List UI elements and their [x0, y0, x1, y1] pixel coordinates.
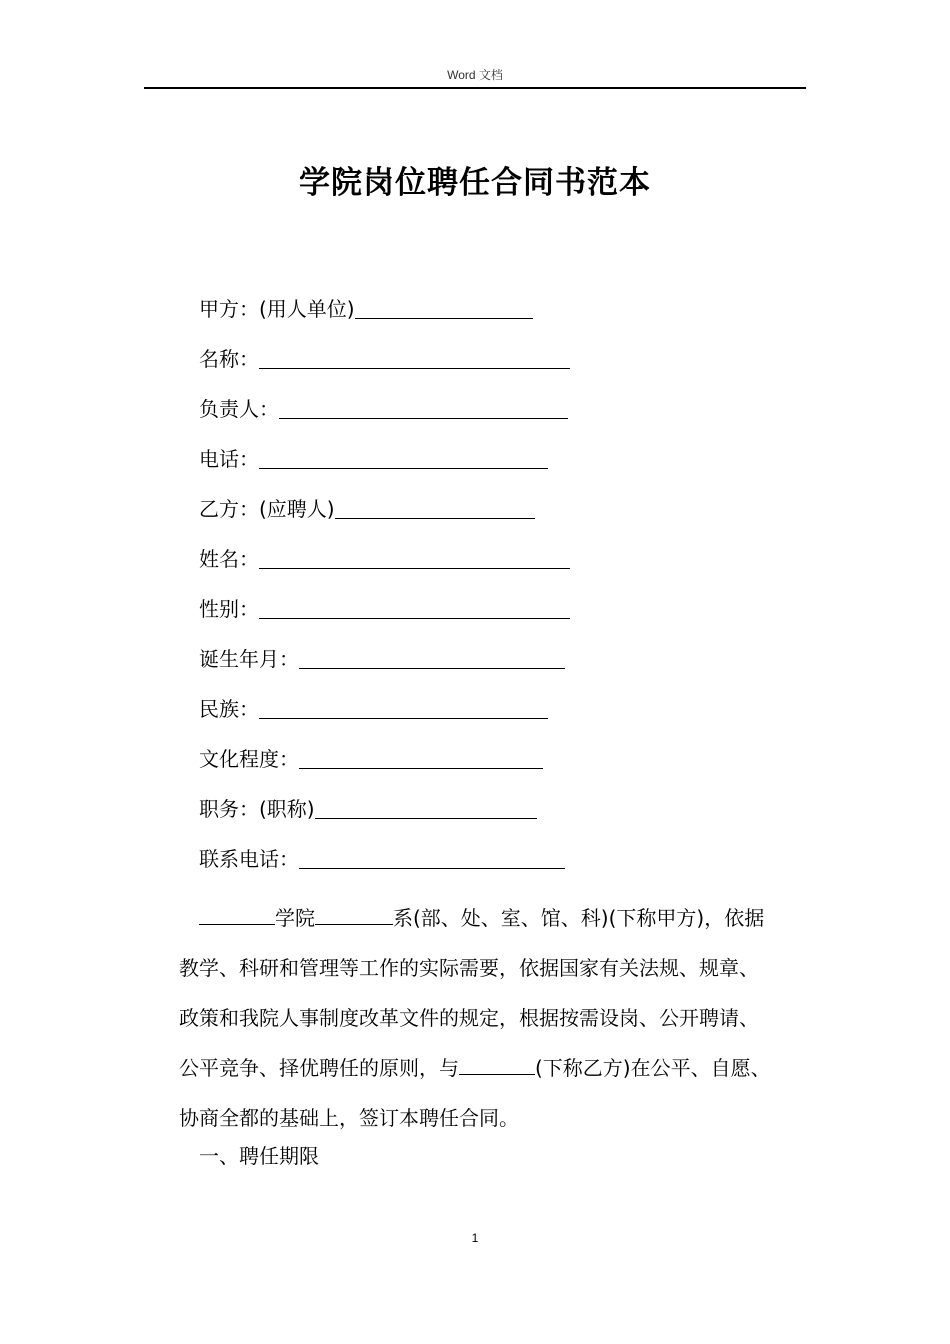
field-label: 负责人： — [199, 397, 279, 421]
paragraph-text: 系(部、处、室、馆、科)(下称甲方)，依据 — [393, 906, 765, 930]
field-label: 文化程度： — [199, 747, 299, 771]
field-applicant-name — [199, 544, 799, 594]
page-header: Word 文档 — [447, 68, 503, 82]
field-label: 联系电话： — [199, 847, 299, 871]
fill-in-blank[interactable] — [355, 294, 533, 319]
party-info-fields — [199, 294, 799, 894]
section-heading: 一、聘任期限 — [199, 1144, 319, 1168]
paragraph-line: 协商全都的基础上，签订本聘任合同。 — [179, 1106, 519, 1130]
fill-in-blank[interactable] — [299, 844, 565, 869]
field-label: 姓名： — [199, 547, 259, 571]
contract-preamble — [179, 893, 819, 1143]
paragraph-text: 公平竞争、择优聘任的原则，与 — [179, 1056, 459, 1080]
field-gender — [199, 594, 799, 644]
field-ethnicity — [199, 694, 799, 744]
fill-in-blank[interactable] — [199, 902, 275, 925]
field-name — [199, 344, 799, 394]
page-number: 1 — [471, 1231, 479, 1245]
fill-in-blank[interactable] — [459, 1052, 535, 1075]
field-label: 职务：(职称) — [199, 797, 315, 821]
field-label: 乙方：(应聘人) — [199, 497, 335, 521]
field-education — [199, 744, 799, 794]
field-label: 性别： — [199, 597, 259, 621]
field-label: 电话： — [199, 447, 259, 471]
fill-in-blank[interactable] — [259, 444, 548, 469]
fill-in-blank[interactable] — [335, 494, 535, 519]
fill-in-blank[interactable] — [299, 744, 543, 769]
paragraph-text: (下称乙方)在公平、自愿、 — [535, 1056, 771, 1080]
fill-in-blank[interactable] — [259, 344, 570, 369]
paragraph-text: 学院 — [275, 906, 315, 930]
fill-in-blank[interactable] — [259, 544, 570, 569]
fill-in-blank[interactable] — [259, 594, 570, 619]
paragraph-line — [179, 1043, 819, 1093]
fill-in-blank[interactable] — [315, 794, 537, 819]
paragraph-line — [179, 893, 819, 943]
field-contact-phone — [199, 844, 799, 894]
fill-in-blank[interactable] — [259, 694, 548, 719]
field-party-b — [199, 494, 799, 544]
field-phone — [199, 444, 799, 494]
field-position — [199, 794, 799, 844]
fill-in-blank[interactable] — [279, 394, 568, 419]
field-birth-date — [199, 644, 799, 694]
field-label: 民族： — [199, 697, 259, 721]
field-responsible-person — [199, 394, 799, 444]
document-title: 学院岗位聘任合同书范本 — [299, 165, 651, 201]
fill-in-blank[interactable] — [315, 902, 393, 925]
paragraph-line: 教学、科研和管理等工作的实际需要，依据国家有关法规、规章、 — [179, 956, 759, 980]
header-divider — [144, 87, 806, 89]
field-label: 诞生年月： — [199, 647, 299, 671]
paragraph-line: 政策和我院人事制度改革文件的规定，根据按需设岗、公开聘请、 — [179, 1006, 759, 1030]
field-label: 名称： — [199, 347, 259, 371]
field-party-a — [199, 294, 799, 344]
fill-in-blank[interactable] — [299, 644, 565, 669]
field-label: 甲方：(用人单位) — [199, 297, 355, 321]
